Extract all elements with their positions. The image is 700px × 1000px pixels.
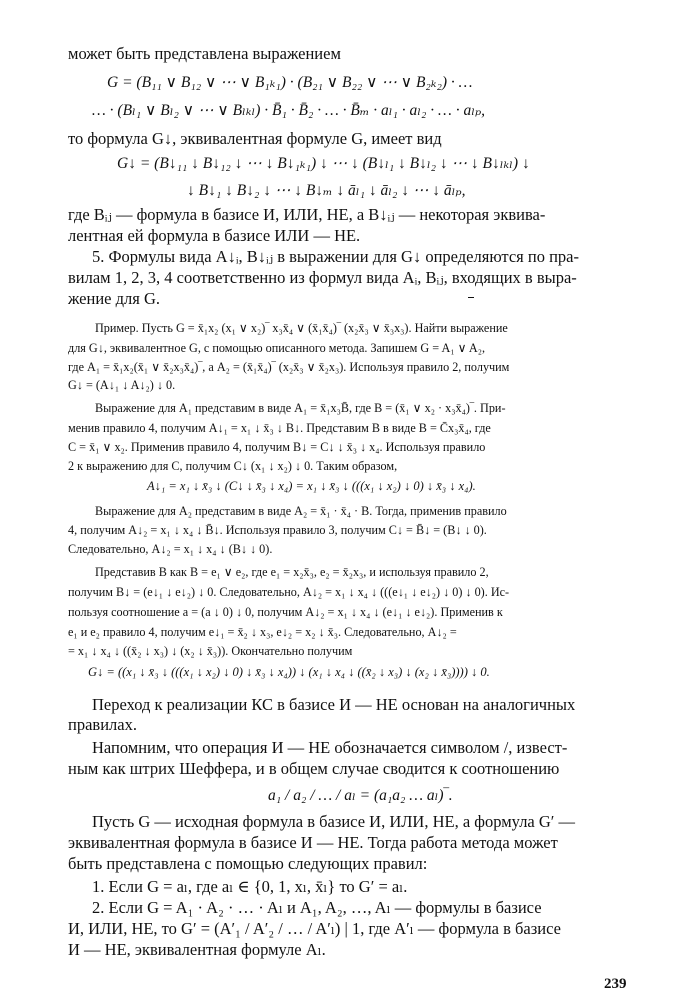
example-line: C = x̄₁ ∨ x₂. Применив правило 4, получим B↓ = C↓ ↓ x̄₃ ↓ x₄. Используя правило xyxy=(68,440,486,454)
formula-line: … · (Bₗ₁ ∨ Bₗ₂ ∨ ⋯ ∨ Bₗₖₗ) · B̄₁ · B̄₂ · … · B̄ₘ · aₗ₁ · aₗ₂ · … · aₗₚ, xyxy=(92,102,486,119)
page-number: 239 xyxy=(604,976,627,992)
example-line: для G↓, эквивалентное G, с помощью описанного метода. Запишем G = A₁ ∨ A₂, xyxy=(68,341,486,355)
example-line: менив правило 4, получим A↓₁ = x₁ ↓ x̄₃ ↓ B↓. Представим B в виде B = C̄x₃x̄₄, где xyxy=(68,421,491,435)
text-line: правилах. xyxy=(68,715,137,734)
text-line: Переход к реализации КС в базисе И — НЕ основан на аналогичных xyxy=(92,695,576,714)
formula-line: ↓ B↓₁ ↓ B↓₂ ↓ ⋯ ↓ B↓ₘ ↓ āₗ₁ ↓ āₗ₂ ↓ ⋯ ↓ āₗₚ, xyxy=(187,182,466,199)
example-line: Пример. Пусть G = x̄₁x₂ (x₁ ∨ x₂)‾ x₃x̄₄ ∨ (x̄₁x̄₄)‾ (x₂x̄₃ ∨ x̄₃x₃). Найти выражение xyxy=(95,321,508,335)
text-line: жение для G. xyxy=(68,289,160,308)
formula-line: a₁ / a₂ / … / aₗ = (a₁a₂ … aₗ)‾. xyxy=(268,787,453,804)
example-line: где A₁ = x̄₁x₂(x̄₁ ∨ x̄₂x₃x̄₄)‾, а A₂ = (x̄₁x̄₄)‾ (x₂x̄₃ ∨ x̄₂x₃). Используя правило 2, получим xyxy=(68,360,510,374)
text-line: лентная ей формула в базисе ИЛИ — НЕ. xyxy=(68,226,361,245)
example-line: G↓ = (A↓₁ ↓ A↓₂) ↓ 0. xyxy=(68,378,176,392)
example-line: Следовательно, A↓₂ = x₁ ↓ x₄ ↓ (B↓ ↓ 0). xyxy=(68,542,273,556)
text-line: вилам 1, 2, 3, 4 соответственно из формул вида Aᵢ, Bᵢⱼ, входящих в выра- xyxy=(68,268,577,287)
example-line: получим B↓ = (e↓₁ ↓ e↓₂) ↓ 0. Следовательно, A↓₂ = x₁ ↓ x₄ ↓ (((e↓₁ ↓ e↓₂) ↓ 0) ↓ 0). Ис- xyxy=(68,585,510,599)
text-line: может быть представлена выражением xyxy=(68,44,341,63)
formula-line: G↓ = (B↓₁₁ ↓ B↓₁₂ ↓ ⋯ ↓ B↓₁ₖ₁) ↓ ⋯ ↓ (B↓ₗ₁ ↓ B↓ₗ₂ ↓ ⋯ ↓ B↓ₗₖₗ) ↓ xyxy=(117,155,530,172)
example-formula: G↓ = ((x₁ ↓ x̄₃ ↓ (((x₁ ↓ x₂) ↓ 0) ↓ x̄₃ ↓ x₄)) ↓ (x₁ ↓ x₄ ↓ ((x̄₂ ↓ x₃) ↓ (x₂ ↓ x̄₃)))) ↓ 0. xyxy=(88,665,490,679)
text-line: ным как штрих Шеффера, и в общем случае сводится к соотношению xyxy=(68,759,560,778)
example-line: Выражение для A₁ представим в виде A₁ = x̄₁x₃B̄, где B = (x̄₁ ∨ x₂ · x₃x̄₄)‾. При- xyxy=(95,401,506,415)
text-line: 2. Если G = A₁ · A₂ · … · Aₗ и A₁, A₂, …, Aₗ — формулы в базисе xyxy=(92,898,542,917)
text-line: Напомним, что операция И — НЕ обозначается символом /, извест- xyxy=(92,738,568,757)
example-line: 4, получим A↓₂ = x₁ ↓ x₄ ↓ B̄↓. Используя правило 3, получим C↓ = B̄↓ = (B↓ ↓ 0). xyxy=(68,523,487,537)
example-formula: A↓₁ = x₁ ↓ x̄₃ ↓ (C↓ ↓ x̄₃ ↓ x₄) = x₁ ↓ x̄₃ ↓ (((x₁ ↓ x₂) ↓ 0) ↓ x̄₃ ↓ x₄). xyxy=(147,479,476,493)
text-line: быть представлена с помощью следующих правил: xyxy=(68,854,428,873)
text-line: И, ИЛИ, НЕ, то G′ = (A′₁ / A′₂ / … / A′ₗ) | 1, где A′ₗ — формула в базисе xyxy=(68,919,561,938)
example-line: = x₁ ↓ x₄ ↓ ((x̄₂ ↓ x₃) ↓ (x₂ ↓ x̄₃)). Окончательно получим xyxy=(68,644,353,658)
text-line: эквивалентная формула в базисе И — НЕ. Тогда работа метода может xyxy=(68,833,558,852)
formula-line: G = (B₁₁ ∨ B₁₂ ∨ ⋯ ∨ B₁ₖ₁) · (B₂₁ ∨ B₂₂ ∨ ⋯ ∨ B₂ₖ₂) · … xyxy=(107,74,473,91)
example-line: Выражение для A₂ представим в виде A₂ = x̄₁ · x̄₄ · B. Тогда, применив правило xyxy=(95,504,507,518)
example-line: пользуя соотношение a = (a ↓ 0) ↓ 0, получим A↓₂ = x₁ ↓ x₄ ↓ (e↓₁ ↓ e↓₂). Применив к xyxy=(68,605,503,619)
text-line: Пусть G — исходная формула в базисе И, ИЛИ, НЕ, а формула G′ — xyxy=(92,812,576,831)
example-line: e₁ и e₂ правило 4, получим e↓₁ = x̄₂ ↓ x₃, e↓₂ = x₂ ↓ x̄₃. Следовательно, A↓₂ = xyxy=(68,625,457,639)
text-line: 5. Формулы вида A↓ᵢ, B↓ᵢⱼ в выражении для G↓ определяются по пра- xyxy=(92,247,579,266)
stray-mark xyxy=(468,297,474,298)
example-line: 2 к выражению для C, получим C↓ (x₁ ↓ x₂) ↓ 0. Таким образом, xyxy=(68,459,398,473)
example-line: Представив B как B = e₁ ∨ e₂, где e₁ = x₂x̄₃, e₂ = x̄₂x₃, и используя правило 2, xyxy=(95,565,489,579)
text-line: И — НЕ, эквивалентная формуле Aₗ. xyxy=(68,940,326,959)
text-line: то формула G↓, эквивалентная формуле G, имеет вид xyxy=(68,129,442,148)
text-line: 1. Если G = aₗ, где aₗ ∈ {0, 1, xₗ, x̄ₗ} то G′ = aₗ. xyxy=(92,877,408,896)
text-line: где Bᵢⱼ — формула в базисе И, ИЛИ, НЕ, а B↓ᵢⱼ — некоторая эквива- xyxy=(68,205,546,224)
